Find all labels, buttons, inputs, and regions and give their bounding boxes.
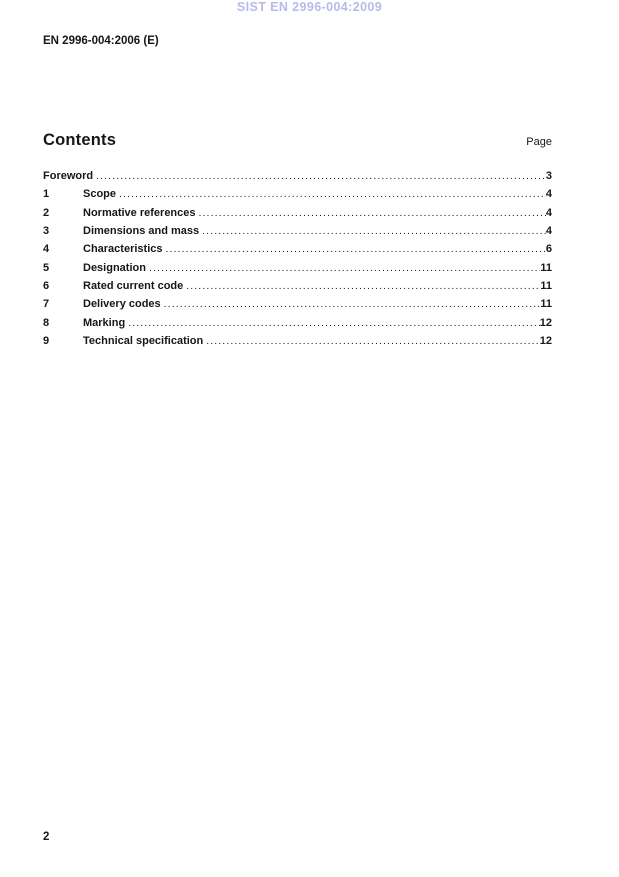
toc-dot-leader bbox=[149, 259, 540, 277]
toc-row-characteristics bbox=[43, 240, 552, 258]
toc-page-number: 11 bbox=[540, 261, 552, 274]
toc-entry-title: Technical specification bbox=[83, 335, 204, 348]
toc-page-number: 11 bbox=[540, 280, 552, 293]
toc-section-number: 2 bbox=[43, 206, 50, 219]
toc-section-number: 9 bbox=[43, 335, 50, 348]
toc-dot-leader bbox=[96, 167, 546, 185]
toc-section-number: 5 bbox=[43, 261, 50, 274]
document-reference: EN 2996-004:2006 (E) bbox=[43, 35, 159, 47]
toc-row-dimensions-and-mass bbox=[43, 222, 552, 240]
toc-row-rated-current-code bbox=[43, 277, 552, 295]
toc-section-number: 7 bbox=[43, 298, 50, 311]
toc-entry-title: Marking bbox=[83, 316, 126, 329]
toc-dot-leader bbox=[199, 204, 546, 222]
toc-section-number: 3 bbox=[43, 225, 50, 238]
toc-dot-leader bbox=[166, 240, 546, 258]
toc-entry-title: Designation bbox=[83, 261, 146, 274]
toc-dot-leader bbox=[164, 295, 541, 313]
toc-entry-title: Normative references bbox=[83, 206, 196, 219]
toc-page-number: 3 bbox=[545, 170, 552, 182]
toc-entry-title: Foreword bbox=[43, 170, 94, 182]
toc-section-number: 1 bbox=[43, 188, 50, 201]
toc-entry-title: Scope bbox=[83, 188, 117, 201]
toc-row-delivery-codes bbox=[43, 295, 552, 313]
footer-page-number: 2 bbox=[43, 831, 50, 843]
toc-entry-title: Rated current code bbox=[83, 280, 184, 293]
toc-page-number: 11 bbox=[540, 298, 552, 311]
toc-entry-title: Delivery codes bbox=[83, 298, 161, 311]
contents-title: Contents bbox=[43, 131, 117, 149]
page-column-label: Page bbox=[526, 136, 552, 148]
toc-page-number: 4 bbox=[545, 225, 552, 238]
toc-page-number: 12 bbox=[539, 316, 552, 329]
toc-dot-leader bbox=[119, 185, 546, 203]
toc-row-technical-specification bbox=[43, 332, 552, 350]
toc-page-number: 12 bbox=[539, 335, 552, 348]
toc-dot-leader bbox=[128, 314, 540, 332]
toc-page-number: 4 bbox=[545, 206, 552, 219]
toc-row-normative-references bbox=[43, 204, 552, 222]
toc-row-scope bbox=[43, 185, 552, 203]
toc-page-number: 4 bbox=[545, 188, 552, 201]
toc-dot-leader bbox=[206, 332, 540, 350]
toc-section-number: 6 bbox=[43, 280, 50, 293]
toc-entry-title: Dimensions and mass bbox=[83, 225, 200, 238]
toc-row-designation bbox=[43, 259, 552, 277]
contents-header bbox=[43, 131, 552, 150]
toc-section-number: 8 bbox=[43, 316, 50, 329]
toc-dot-leader bbox=[202, 222, 546, 240]
toc-row-foreword bbox=[43, 167, 552, 185]
toc-page-number: 6 bbox=[545, 243, 552, 256]
table-of-contents bbox=[43, 167, 552, 350]
header-watermark: SIST EN 2996-004:2009 bbox=[236, 0, 383, 14]
toc-dot-leader bbox=[186, 277, 540, 295]
toc-entry-title: Characteristics bbox=[83, 243, 163, 256]
toc-section-number: 4 bbox=[43, 243, 50, 256]
toc-row-marking bbox=[43, 314, 552, 332]
